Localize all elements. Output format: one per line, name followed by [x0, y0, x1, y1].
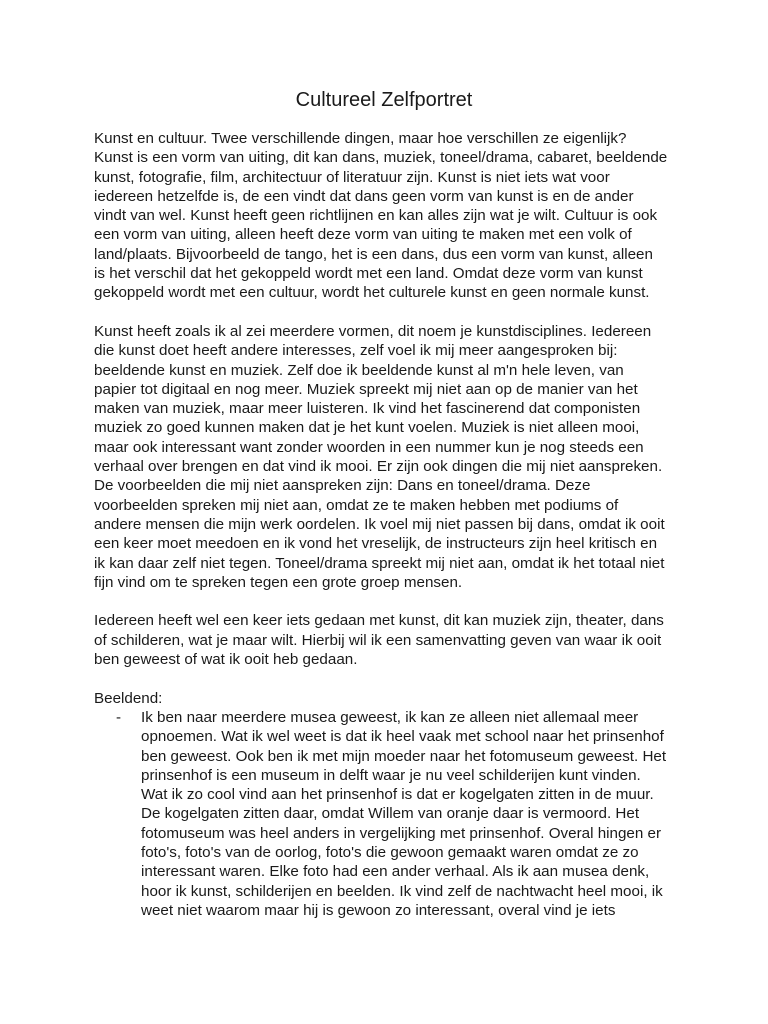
section-beeldend [94, 689, 684, 921]
section-heading: Beeldend: [94, 689, 163, 707]
text-line: maar ook interessant want zonder woorden in een nummer kun je nog steeds een [94, 438, 644, 456]
text-line: voorbeelden spreken mij niet aan, omdat ze te maken hebben met podiums of [94, 496, 619, 514]
text-line: Ik ben naar meerdere musea geweest, ik kan ze alleen niet allemaal meer [141, 708, 639, 726]
text-line: Kunst en cultuur. Twee verschillende dingen, maar hoe verschillen ze eigenlijk? [94, 130, 627, 147]
text-line: prinsenhof is een museum in delft waar je nu veel schilderijen kunt vinden. [141, 766, 641, 784]
paragraph-1 [94, 129, 684, 303]
text-line: weet niet waarom maar hij is gewoon zo interessant, overal vind je iets [141, 901, 616, 919]
text-line: hoor ik kunst, schilderijen en beelden. Ik vind zelf de nachtwacht heel mooi, ik [141, 882, 663, 900]
text-line: Kunst heeft zoals ik al zei meerdere vormen, dit noem je kunstdisciplines. Iedereen [94, 322, 652, 340]
text-line: ben geweest of wat ik ooit heb gedaan. [94, 651, 358, 669]
text-line: papier tot digitaal en nog meer. Muziek spreekt mij niet aan op de manier van het [94, 380, 638, 398]
bullet-list [94, 708, 684, 920]
paragraph-3 [94, 611, 684, 669]
document-title: Cultureel Zelfportret [295, 89, 473, 111]
text-line: beeldende kunst en muziek. Zelf doe ik beeldende kunst al m'n hele leven, van [94, 361, 624, 379]
text-line: fijn vind om te spreken tegen een grote groep mensen. [94, 573, 463, 591]
text-line: maken van muziek, maar meer luisteren. Ik vind het fascinerend dat componisten [94, 400, 641, 418]
text-line: een keer moet meedoen en ik vond het vreselijk, de instructeurs zijn heel kritisch en [94, 535, 658, 553]
text-line: een vorm van uiting, alleen heeft deze vorm van uiting te maken met een volk of [94, 226, 632, 244]
text-line: foto's, foto's van de oorlog, foto's die gewoon gemaakt waren omdat ze zo [141, 843, 639, 861]
text-line: muziek zo goed kunnen maken dat je het kunt voelen. Muziek is niet alleen mooi, [94, 419, 640, 437]
text-line: kunst, fotografie, film, architectuur of literatuur zijn. Kunst is niet iets wat voor [94, 168, 610, 186]
bullet-dash: - [116, 708, 122, 726]
text-line: opnoemen. Wat ik wel weet is dat ik heel vaak met school naar het prinsenhof [141, 728, 664, 746]
text-line: De kogelgaten zitten daar, omdat Willem van oranje daar is vermoord. Het [141, 805, 640, 823]
text-line: ik kan daar zelf niet tegen. Toneel/drama spreekt mij niet aan, omdat ik het totaal niet [94, 554, 665, 572]
text-line: ben geweest. Ook ben ik met mijn moeder naar het fotomuseum geweest. Het [141, 747, 667, 765]
text-line: interessant waren. Elke foto had een ander verhaal. Als ik aan musea denk, [141, 863, 650, 881]
text-line: verhaal over brengen en dat vind ik mooi. Er zijn ook dingen die mij niet aanspreken. [94, 458, 663, 476]
text-line: die kunst doet heeft andere interesses, zelf voel ik mij meer aangesproken bij: [94, 342, 618, 360]
paragraph-2 [94, 322, 684, 592]
text-line: land/plaats. Bijvoorbeeld de tango, het is een dans, dus een vorm van kunst, alleen [94, 245, 653, 263]
list-item [94, 708, 684, 920]
text-line: Iedereen heeft wel een keer iets gedaan met kunst, dit kan muziek zijn, theater, dans [94, 612, 664, 630]
text-line: of schilderen, wat je maar wilt. Hierbij wil ik een samenvatting geven van waar ik ooit [94, 631, 662, 649]
text-line: gekoppeld wordt met een cultuur, wordt het culturele kunst en geen normale kunst. [94, 284, 650, 302]
text-line: fotomuseum was heel anders in vergelijking met prinsenhof. Overal hingen er [141, 824, 662, 842]
text-line: iedereen hetzelfde is, de een vindt dat dans geen vorm van kunst is en de ander [94, 187, 634, 205]
text-line: Kunst is een vorm van uiting, dit kan dans, muziek, toneel/drama, cabaret, beeldende [94, 149, 668, 167]
text-line: Wat ik zo cool vind aan het prinsenhof is dat er kogelgaten zitten in de muur. [141, 786, 654, 804]
document-body [94, 129, 684, 920]
text-line: is het verschil dat het gekoppeld wordt met een land. Omdat deze vorm van kunst [94, 265, 643, 283]
text-line: andere mensen die mijn werk oordelen. Ik voel mij niet passen bij dans, omdat ik ooit [94, 515, 665, 533]
text-line: vindt van wel. Kunst heeft geen richtlijnen en kan alles zijn wat je wilt. Cultuur is ook [94, 207, 658, 225]
text-line: De voorbeelden die mij niet aanspreken zijn: Dans en toneel/drama. Deze [94, 477, 591, 495]
